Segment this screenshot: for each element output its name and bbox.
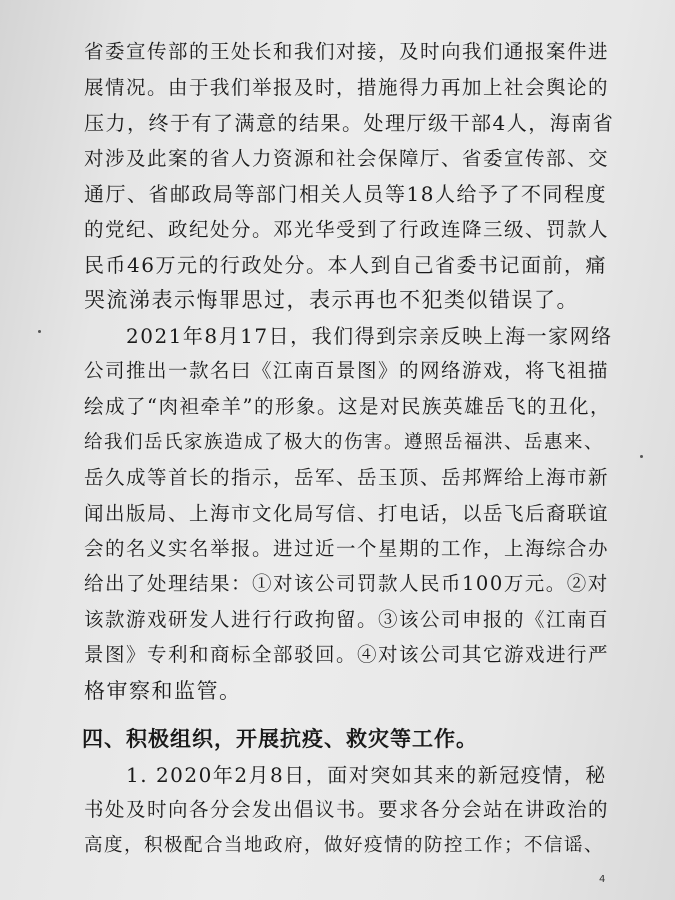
text-line: 书处及时向各分会发出倡议书。要求各分会站在讲政治的 xyxy=(84,798,610,821)
text-line: 景图》专利和商标全部驳回。④对该公司其它游戏进行严 xyxy=(84,643,610,666)
text-line: 对涉及此案的省人力资源和社会保障厅、省委宣传部、交 xyxy=(84,147,610,170)
margin-mark xyxy=(38,330,41,333)
text-line: 会的名义实名举报。进过近一个星期的工作，上海综合办 xyxy=(84,537,610,560)
text-line: 通厅、省邮政局等部门相关人员等18人给予了不同程度 xyxy=(84,182,607,206)
page-number: 4 xyxy=(599,874,606,885)
text-line: 岳久成等首长的指示，岳军、岳玉顶、岳邦辉给上海市新 xyxy=(84,466,610,489)
text-line: 绘成了“肉袒牵羊”的形象。这是对民族英雄岳飞的丑化， xyxy=(84,395,611,418)
text-line: 展情况。由于我们举报及时，措施得力再加上社会舆论的 xyxy=(84,76,610,99)
text-line: 省委宣传部的王处长和我们对接，及时向我们通报案件进 xyxy=(84,40,610,63)
paragraph-start-line: 1. 2020年2月8日，面对突如其来的新冠疫情，秘 xyxy=(126,763,607,787)
text-line: 格审察和监管。 xyxy=(84,679,242,703)
paragraph-start-line: 2021年8月17日，我们得到宗亲反映上海一家网络 xyxy=(126,324,613,348)
text-line: 的党纪、政纪处分。邓光华受到了行政连降三级、罚款人 xyxy=(84,218,610,241)
text-line: 民币46万元的行政处分。本人到自己省委书记面前，痛 xyxy=(84,253,607,277)
text-line: 压力，终于有了满意的结果。处理厅级干部4人，海南省 xyxy=(84,111,615,135)
text-line: 闻出版局、上海市文化局写信、打电话，以岳飞后裔联谊 xyxy=(84,502,610,525)
text-line: 高度，积极配合当地政府，做好疫情的防控工作；不信谣、 xyxy=(84,835,605,856)
text-line: 该款游戏研发人进行行政拘留。③该公司申报的《江南百 xyxy=(84,608,610,631)
text-line: 给出了处理结果：①对该公司罚款人民币100万元。②对 xyxy=(84,572,609,595)
text-line: 公司推出一款名曰《江南百景图》的网络游戏，将飞祖描 xyxy=(84,359,610,382)
section-heading: 四、积极组织，开展抗疫、救灾等工作。 xyxy=(82,726,478,751)
margin-mark xyxy=(640,455,643,458)
text-line: 给我们岳氏家族造成了极大的伤害。遵照岳福洪、岳惠来、 xyxy=(84,432,605,453)
text-line: 哭流涕表示悔罪思过，表示再也不犯类似错误了。 xyxy=(84,288,579,312)
